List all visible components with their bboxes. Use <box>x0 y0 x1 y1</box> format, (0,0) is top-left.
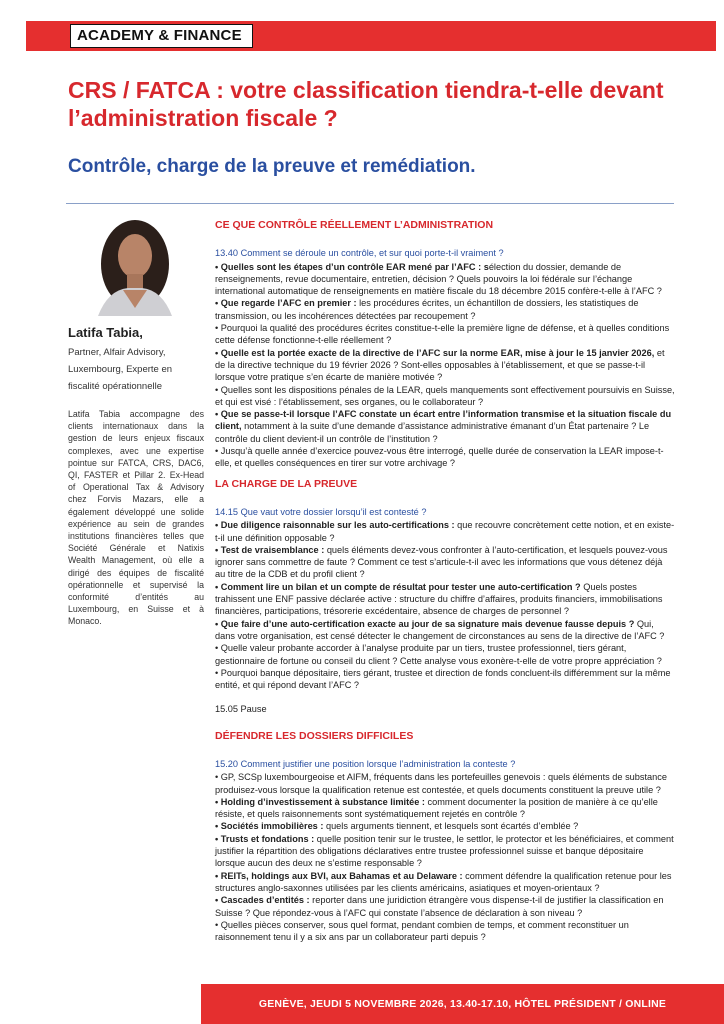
item-text: comment documenter la position de manière à ce qu’elle résiste, et quels raisonnements sont systématiquement rejetés en contrôle ? <box>215 796 658 820</box>
item-bold: • Test de vraisemblance : <box>215 544 325 555</box>
program-item <box>215 408 675 445</box>
section-heading: CE QUE CONTRÔLE RÉELLEMENT L’ADMINISTRATION <box>215 219 494 231</box>
program-item <box>215 544 675 581</box>
slot-question: Que vaut votre dossier lorsqu’il est contesté ? <box>240 506 427 517</box>
item-bold: • Cascades d’entités : <box>215 895 310 906</box>
item-bold: • Quelle est la portée exacte de la directive de l’AFC sur la norme EAR, mise à jour le 15 janvier 2026, <box>215 347 655 358</box>
section-heading: DÉFENDRE LES DOSSIERS DIFFICILES <box>215 729 414 742</box>
item-bold: • REITs, holdings aux BVI, aux Bahamas et au Delaware : <box>215 870 463 881</box>
item-text: notamment à la suite d’une demande d’assistance administrative émanant d’un État partenaire ? Le contrôle du client devient-il un contrôle de l’institution ? <box>215 421 650 444</box>
program-item <box>215 384 675 409</box>
item-text: Quels postes trahissent une ENF passive déclarée active : structure du chiffre d’affaires, produits financiers, immobilisations financières, participations, trésorerie excédentaire, absence de charges de personnel ? <box>215 581 663 617</box>
item-text: • Quelle valeur probante accorder à l’analyse produite par un tiers, trustee professionnel, tiers gérant, gestionnaire de fortune ou conseil du client ? Cette analyse vous exonère-t-elle de votre propre appréciation ? <box>215 643 662 666</box>
page-title: CRS / FATCA : votre classification tiendra-t-elle devant l’administration fiscale ? <box>68 77 664 131</box>
program-item <box>215 796 675 821</box>
item-text: quelle position tenir sur le trustee, le settlor, le protector et les bénéficiaires, et comment justifier la répartition des obligations déclaratives entre trustee professionnel suisse et banque dépositaire lorsque aucun des deux ne s’estime responsable ? <box>215 833 674 869</box>
program-item <box>215 820 675 832</box>
item-text: • Pourquoi banque dépositaire, tiers gérant, trustee et direction de fonds concluent-ils différemment sur la même entité, et qui répond devant l’AFC ? <box>215 667 671 691</box>
slot-header <box>215 247 675 259</box>
item-bold: • Quelles sont les étapes d’un contrôle EAR mené par l’AFC : s <box>215 261 489 272</box>
item-bold: • Comment lire un bilan et un compte de résultat pour tester une auto-certification ? <box>215 581 581 592</box>
program-item <box>215 297 675 322</box>
program-item <box>215 919 675 944</box>
item-text: que recouvre concrètement cette notion, et en existe-t-il une définition opposable ? <box>215 520 675 543</box>
item-bold: • Que se passe-t-il lorsque l’AFC constate un écart entre l’information transmise et la situation fiscale du client, <box>215 409 672 432</box>
item-text: et de la directive technique du 19 février 2026 ? Sont-elles opposables à l’établissement, et que se passe-t-il lorsque votre pratique s’en écarte de manière motivée ? <box>215 347 665 383</box>
program-item <box>215 618 675 643</box>
event-footer: GENÈVE, JEUDI 5 NOVEMBRE 2026, 13.40-17.10, HÔTEL PRÉSIDENT / ONLINE <box>201 984 724 1024</box>
slot-time: 15.20 <box>215 758 238 769</box>
slot-header <box>215 506 675 518</box>
item-text: reporter dans une juridiction étrangère vous dispense-t-il de justifier la classification en Suisse ? Que répondez-vous à l’AFC qui constate l’absence de déclaration à son niveau ? <box>215 895 664 918</box>
program-item <box>215 894 675 919</box>
brand-label: ACADEMY & FINANCE <box>70 24 253 48</box>
slot-question: Comment justifier une position lorsque l’administration la conteste ? <box>240 758 516 769</box>
item-text: • Quelles pièces conserver, sous quel format, pendant combien de temps, et comment reconstituer un raisonnement tenu il y a six ans par un collaborateur parti depuis ? <box>215 919 629 943</box>
item-bold: • Que faire d’une auto-certification exacte au jour de sa signature mais devenue fausse depuis ? <box>215 618 635 629</box>
item-text: • Quelles sont les dispositions pénales de la LEAR, quels manquements sont effectivement poursuivis en Suisse, et qui est visé : l’établissement, ses organes, ou le collaborateur ? <box>215 384 675 407</box>
item-text: Qui, dans votre organisation, est censé détecter le changement de circonstances au sens de la directive de l’AFC ? <box>215 618 665 641</box>
item-text: quels arguments tiennent, et lesquels sont écartés d’emblée ? <box>323 821 579 832</box>
program-item <box>215 771 675 796</box>
item-text: • Jusqu’à quelle année d’exercice pouvez-vous être interrogé, quelle durée de conservation la LEAR impose-t-elle, et quelles conséquences en tirer sur votre archivage ? <box>215 446 664 469</box>
item-text: quels éléments devez-vous confronter à l’auto-certification, et lesquels pouvez-vous ignorer sans commettre de faute ? Comment ce test s’articule-t-il avec les informations que vous détenez déjà au titre de la CDB et du profil client ? <box>215 544 668 580</box>
slot-time: 14.15 <box>215 506 238 517</box>
program-item <box>215 445 675 470</box>
item-bold: • Sociétés immobilières : <box>215 821 324 832</box>
program-item <box>215 833 675 870</box>
program-item <box>215 519 675 544</box>
item-text: • GP, SCSp luxembourgeoise et AIFM, fréquents dans les portefeuilles genevois : quels éléments de substance produisez-vous lorsque la qualification retenue est contestée, et quels documents constituent la preuve utile ? <box>215 772 667 795</box>
item-bold: • Que regarde l’AFC en premier : <box>215 298 357 309</box>
program-item <box>215 322 675 347</box>
section-heading: LA CHARGE DE LA PREUVE <box>215 477 358 490</box>
slot-question: Comment se déroule un contrôle, et sur quoi porte-t-il vraiment ? <box>240 248 504 259</box>
program-item <box>215 667 675 692</box>
program-item <box>215 261 675 298</box>
divider <box>66 203 674 204</box>
program-column <box>215 215 675 943</box>
item-bold: • Trusts et fondations : <box>215 833 315 844</box>
slot-time: 13.40 <box>215 248 238 259</box>
item-text: comment défendre la qualification retenue pour les structures anglo-saxonnes utilisées par les clients américains, asiatiques et moyen-orientaux ? <box>215 870 672 893</box>
item-bold: • Holding d’investissement à substance limitée : <box>215 796 425 807</box>
item-bold: • Due diligence raisonnable sur les auto-certifications : <box>215 520 455 531</box>
item-text: élection du dossier, demande de renseignements, revue documentaire, entretien, décision ? Quels pouvoirs la loi fédérale sur l’échange international automatique de renseignements en matière fiscale du 18 décembre 2015 confère-t-elle à l’AFC ? <box>215 261 662 297</box>
page-subtitle: Contrôle, charge de la preuve et remédiation. <box>68 156 476 177</box>
speaker-role: Partner, Alfair Advisory, Luxembourg, Experte en fiscalité opérationnelle <box>68 347 173 392</box>
item-text: • Pourquoi la qualité des procédures écrites constitue-t-elle la première ligne de défense, et à quelles conditions cette défense fonctionne-t-elle réellement ? <box>215 323 670 346</box>
program-item <box>215 347 675 384</box>
slot-header <box>215 758 675 770</box>
item-text: les procédures écrites, un échantillon de dossiers, les statistiques de transmission, ou les incohérences détectées par recoupement ? <box>215 298 639 321</box>
program-item <box>215 581 675 618</box>
program-item <box>215 642 675 667</box>
speaker-name: Latifa Tabia, <box>68 325 143 340</box>
program-item <box>215 870 675 895</box>
pause-label: 15.05 Pause <box>215 704 267 715</box>
speaker-photo <box>68 216 202 316</box>
speaker-bio: Latifa Tabia accompagne des clients internationaux dans la gestion de leurs enjeux fiscaux complexes, avec une expertise pointue sur FATCA, CRS, DAC6, QI, FASTER et Pillar 2. Ex-Head of Operational Tax & Advisory chez Forvis Mazars, elle a également développé une solide expérience au sein de grandes institutions financières telles que Société Générale et Natixis Wealth Management, où elle a dirigé des équipes de fiscalité opérationnelle et supervisé la conformité d’entités au Luxembourg, en Suisse et à Monaco. <box>68 409 204 627</box>
